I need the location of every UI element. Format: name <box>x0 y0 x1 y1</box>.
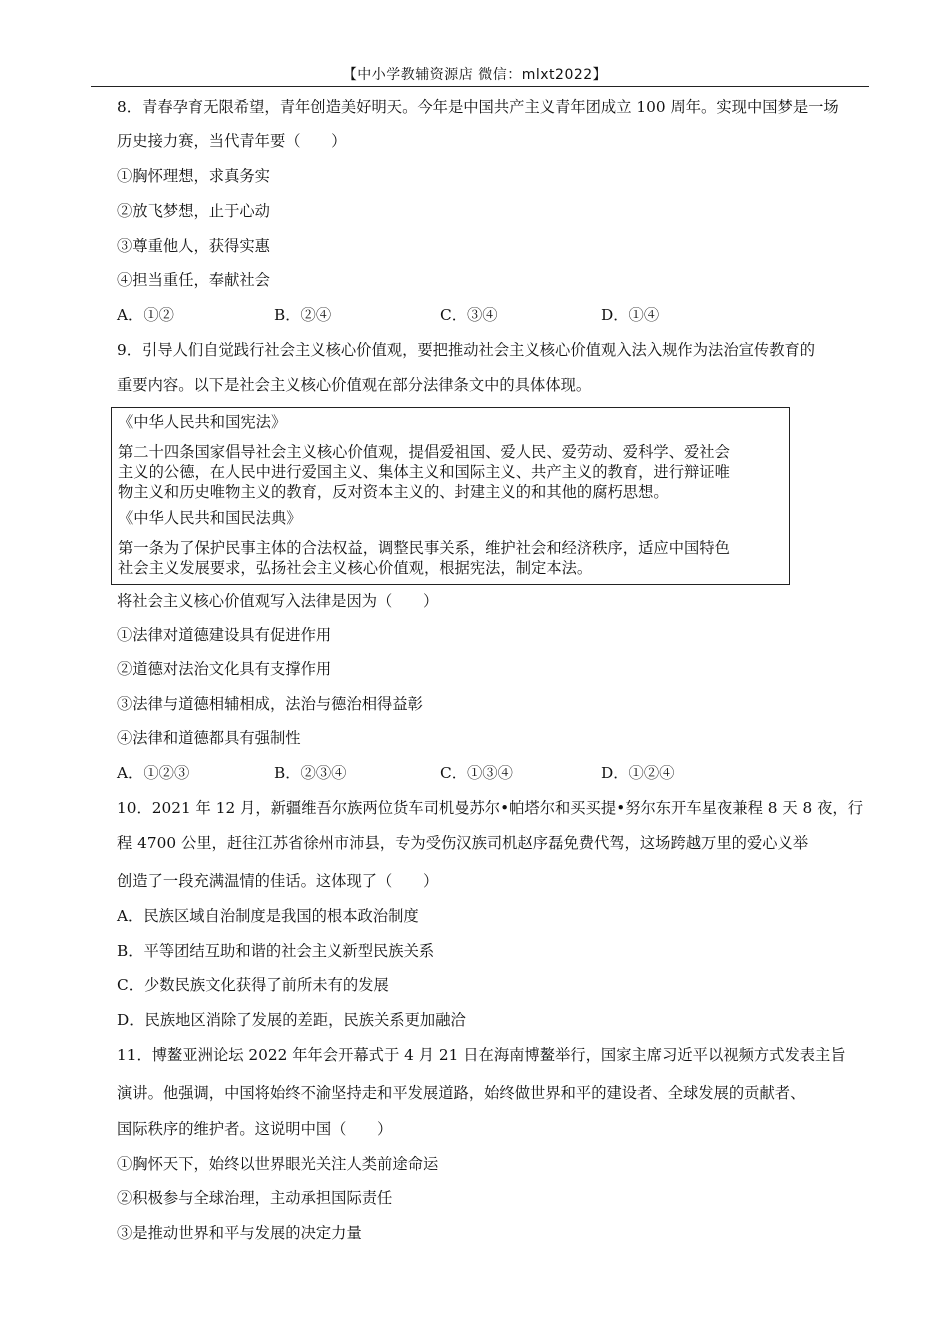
q11-stem-line3: 国际秩序的维护者。这说明中国（ ） <box>117 1120 393 1138</box>
q9-question: 将社会主义核心价值观写入法律是因为（ ） <box>117 592 439 610</box>
q10-stem-line2: 程 4700 公里，赶往江苏省徐州市沛县，专为受伤汉族司机赵序磊免费代驾，这场跨越万里的爱心义举 <box>117 834 809 852</box>
q9-option-b: B．②③④ <box>274 764 347 782</box>
q9-stem-line1: 9．引导人们自觉践行社会主义核心价值观，要把推动社会主义核心价值观入法入规作为法治宣传教育的 <box>117 341 816 359</box>
q10-stem-line1: 10．2021 年 12 月，新疆维吾尔族两位货车司机曼苏尔•帕塔尔和买买提•努尔东开车星夜兼程 8 天 8 夜，行 <box>117 799 863 817</box>
q8-options <box>117 305 677 325</box>
q9-option-c: C．①③④ <box>440 764 513 782</box>
q10-option-b: B．平等团结互助和谐的社会主义新型民族关系 <box>117 942 435 960</box>
law2-text-line2: 社会主义发展要求，弘扬社会主义核心价值观，根据宪法，制定本法。 <box>118 559 593 577</box>
q10-stem-line3: 创造了一段充满温情的佳话。这体现了（ ） <box>117 872 439 890</box>
q10-option-c: C．少数民族文化获得了前所未有的发展 <box>117 976 389 994</box>
q8-item-1: ①胸怀理想，求真务实 <box>117 167 270 185</box>
q10-option-d: D．民族地区消除了发展的差距，民族关系更加融洽 <box>117 1011 466 1029</box>
q8-item-4: ④担当重任，奉献社会 <box>117 271 270 289</box>
law1-text-line2: 主义的公德，在人民中进行爱国主义、集体主义和国际主义、共产主义的教育，进行辩证唯 <box>118 463 730 481</box>
q9-item-1: ①法律对道德建设具有促进作用 <box>117 626 332 644</box>
q11-item-2: ②积极参与全球治理，主动承担国际责任 <box>117 1189 393 1207</box>
q8-item-3: ③尊重他人，获得实惠 <box>117 237 270 255</box>
law1-text-line3: 物主义和历史唯物主义的教育，反对资本主义的、封建主义的和其他的腐朽思想。 <box>118 483 669 501</box>
q11-item-3: ③是推动世界和平与发展的决定力量 <box>117 1224 362 1242</box>
q8-item-2: ②放飞梦想，止于心动 <box>117 202 270 220</box>
q11-stem-line2: 演讲。他强调，中国将始终不渝坚持走和平发展道路，始终做世界和平的建设者、全球发展的贡献者、 <box>117 1084 806 1102</box>
q9-item-3: ③法律与道德相辅相成，法治与德治相得益彰 <box>117 695 423 713</box>
q8-option-b: B．②④ <box>274 306 332 324</box>
q11-item-1: ①胸怀天下，始终以世界眼光关注人类前途命运 <box>117 1155 439 1173</box>
q9-option-d: D．①②④ <box>601 764 675 782</box>
q8-option-c: C．③④ <box>440 306 498 324</box>
law-excerpt-box <box>111 407 790 585</box>
q11-stem-line1: 11．博鳌亚洲论坛 2022 年年会开幕式于 4 月 21 日在海南博鳌举行，国家主席习近平以视频方式发表主旨 <box>117 1046 846 1064</box>
q8-stem-line2: 历史接力赛，当代青年要（ ） <box>117 132 347 150</box>
header-divider <box>91 86 869 87</box>
q9-item-4: ④法律和道德都具有强制性 <box>117 729 301 747</box>
page-header: 【中小学教辅资源店 微信：mlxt2022】 <box>342 67 608 83</box>
q9-options <box>117 763 717 783</box>
q8-option-a: A．①② <box>117 306 174 324</box>
q8-stem-line1: 8．青春孕育无限希望，青年创造美好明天。今年是中国共产主义青年团成立 100 周年。实现中国梦是一场 <box>117 98 839 116</box>
q10-option-a: A．民族区域自治制度是我国的根本政治制度 <box>117 907 419 925</box>
law2-title: 《中华人民共和国民法典》 <box>118 509 302 527</box>
q8-option-d: D．①④ <box>601 306 660 324</box>
q9-option-a: A．①②③ <box>117 764 190 782</box>
q9-stem-line2: 重要内容。以下是社会主义核心价值观在部分法律条文中的具体体现。 <box>117 376 592 394</box>
law1-text-line1: 第二十四条国家倡导社会主义核心价值观，提倡爱祖国、爱人民、爱劳动、爱科学、爱社会 <box>118 443 730 461</box>
law1-title: 《中华人民共和国宪法》 <box>118 413 287 431</box>
q9-item-2: ②道德对法治文化具有支撑作用 <box>117 660 332 678</box>
law2-text-line1: 第一条为了保护民事主体的合法权益，调整民事关系，维护社会和经济秩序，适应中国特色 <box>118 539 730 557</box>
